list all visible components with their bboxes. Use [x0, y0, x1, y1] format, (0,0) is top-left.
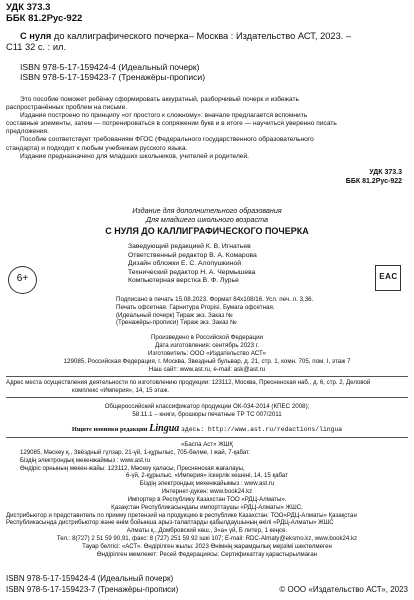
udk-header: УДК 373.3	[6, 2, 51, 13]
age-rating-text: 6+	[16, 273, 29, 284]
classifier-line: 58.11.1 – книги, брошюры печатные ТР ТС 007/2011	[132, 411, 282, 418]
kz-line: 129085, Мәскеу қ., Звёздный гүлзар, 21-үй, 1-құрылыс, 705-бөлме, I жай, 7-қабат.	[20, 448, 250, 456]
udk-right: УДК 373.3	[369, 169, 402, 176]
producer-line: Наш сайт: www.ast.ru, e-mail: ask@ast.ru	[148, 365, 266, 373]
address-block	[6, 379, 370, 395]
credit-line: Компьютерная верстка В. Ф. Лурье	[128, 277, 239, 285]
abstract-line: стандарта) и подходит к любым учебникам русского языка.	[6, 144, 188, 152]
print-line: (Тренажёры-прописи) Тираж экз. Заказ №	[116, 319, 237, 327]
kz-line: «Баспа Аст» ЖШҚ	[181, 441, 233, 448]
print-line: Печать офсетная. Гарнитура Propisi. Бумага офсетная.	[116, 303, 275, 311]
kz-line: Импортер в Республику Казахстан ТОО «РДЦ-Алматы».	[127, 495, 287, 503]
abstract-line: Издание построено по принципу «от простого к сложному»: вначале предлагается вспомнить	[20, 112, 308, 120]
citation-rest: до каллиграфического почерка– Москва : Издательство АСТ, 2023. –	[53, 31, 352, 41]
kz-line: Тел.: 8(727) 2 51 59 90,91, факс: 8 (727) 251 59 92 ішкі 107; E-mail: RDC-Almaty@eksmo.kz, www.book24.kz	[56, 535, 358, 543]
edition-line-1: Издание для дополнительного образования	[132, 206, 282, 215]
book-title: С НУЛЯ ДО КАЛЛИГРАФИЧЕСКОГО ПОЧЕРКА	[105, 226, 309, 236]
address-line: комплекс «Империя», 14, 15 этаж.	[72, 387, 170, 394]
kz-shelf-life: Өнімнің жарамдылық мерзімі шектелмеген	[210, 542, 332, 550]
abstract	[6, 96, 337, 161]
credit-line: Технический редактор Н. А. Чермышева	[128, 268, 256, 276]
footer-copyright: © ООО «Издательство АСТ», 2023	[279, 585, 408, 594]
producer-line: Изготовитель: ООО «Издательство АСТ»	[148, 349, 266, 357]
lingua-prefix: Ищите новинки редакции	[71, 426, 148, 433]
isbn-top-2: ISBN 978-5-17-159423-7 (Тренажёры-прописи)	[20, 72, 206, 82]
kz-line: Интернет-дукен: www.book24.kz	[161, 488, 253, 496]
abstract-line: Издание предназначено для младших школьников, учителей и родителей.	[20, 152, 249, 160]
kz-trademark: Тауар белгісі: «АСТ». Өндірілген жылы: 2023	[82, 542, 209, 550]
kz-line: Республикасында дистрибьютор және өнім бойынша арыз-талаптарды қабылдаушының өкілі «РДЦ-Алматы» ЖШС	[6, 519, 334, 527]
producer-line: 129085, Российская Федерация, г. Москва, Звездный бульвар, д. 21, стр. 1, комн. 705, пом. I, этаж 7	[63, 357, 351, 365]
lingua-logo: Lingua	[149, 423, 180, 434]
divider	[6, 437, 408, 438]
citation-title: С нуля	[20, 31, 52, 41]
kz-block	[0, 441, 414, 559]
bbk-header: ББК 81.2Рус-922	[6, 13, 83, 24]
producer-info	[0, 334, 414, 374]
credits	[128, 243, 257, 286]
isbn-top-1: ISBN 978-5-17-159424-4 (Идеальный почерк)	[20, 62, 200, 72]
print-line: Подписано в печать 15.08.2023. Формат 84х108/16. Усл. печ. л. 3,36.	[116, 296, 314, 303]
address-line: Адрес места осуществления деятельности по изготовлению продукции: 123112, Москва, Пресненская наб., д. 6, стр. 2, Деловой	[6, 379, 371, 386]
abstract-line: предложения.	[6, 128, 49, 136]
print-info	[116, 296, 313, 327]
kz-line	[0, 543, 414, 551]
kz-line: Алматы қ., Домбровский көш., 3«а» үй, Б литер, 1 кеңсе.	[126, 527, 288, 535]
citation-line	[20, 31, 351, 42]
edition-line-2: Для младшего школьного возраста	[145, 215, 269, 224]
lingua-link: здесь: http://www.ast.ru/redactions/lingua	[181, 426, 343, 433]
abstract-line: распространённых проблем на письме.	[6, 104, 128, 112]
kz-line: Қазақстан Республикасындағы импорттаушы «РДЦ-Алматы» ЖШС.	[111, 503, 303, 511]
abstract-line: составные элементы, затем — потренироваться в сопряжении букв и в итоге — научиться уверенно писать	[6, 120, 337, 128]
footer-isbn-1: ISBN 978-5-17-159424-4 (Идеальный почерк)	[6, 574, 174, 583]
classifier-block	[0, 403, 414, 419]
abstract-line: Пособие соответствует требованиям ФГОС (Федерального государственного образовательного	[20, 136, 314, 144]
classifier-line: Общероссийский классификатор продукции ОК-034-2014 (КПЕС 2008);	[104, 403, 310, 410]
print-line: (Идеальный почерк) Тираж экз. Заказ №	[116, 311, 233, 319]
producer-line: Произведено в Российской Федерации	[150, 334, 264, 341]
kz-line: 6-үй, 2-құрылыс, «Империя» іскерлік кешені, 14, 15 қабат	[126, 472, 288, 480]
bbk-right: ББК 81.2Рус-922	[345, 178, 402, 185]
kz-line: Біздің электрондық мекенжайымыз : www.ast.ru	[139, 480, 275, 488]
credit-line: Дизайн обложки Е. С. Алопушкиной	[128, 260, 242, 268]
kz-line: Өндіріс орнының мекен-жайы: 123112, Мәскеу қаласы, Пресненская жағалауы,	[20, 464, 245, 472]
divider	[6, 397, 408, 398]
abstract-line: Это пособие поможет ребёнку сформировать аккуратный, разборчивый почерк и избежать	[20, 96, 299, 103]
eac-mark-text: EAC	[379, 272, 398, 281]
lingua-line	[0, 423, 414, 436]
citation-line-2: С11 32 с. : ил.	[6, 42, 67, 52]
divider	[6, 376, 408, 377]
kz-line: Өндірілген мемлекет: Ресей Федерациясы: Сертификаттау қарастырылмаған	[96, 550, 318, 558]
credit-line: Заведующий редакцией К. В. Игнатьев	[128, 243, 251, 250]
kz-line: Біздің электрондық мекенжаймыз : www.ast.ru	[20, 456, 151, 464]
kz-line: Дистрибьютор и представитель по приему претензий на продукцию в республике Казахстан: ТОО«РДЦ-Алматы» Қазақстан	[6, 511, 357, 519]
credit-line: Ответственный редактор В. А. Комарова	[128, 251, 257, 259]
footer-isbn-2: ISBN 978-5-17-159423-7 (Тренажёры-прописи)	[6, 585, 179, 594]
producer-line: Дата изготовления: сентябрь 2023 г.	[155, 341, 259, 349]
